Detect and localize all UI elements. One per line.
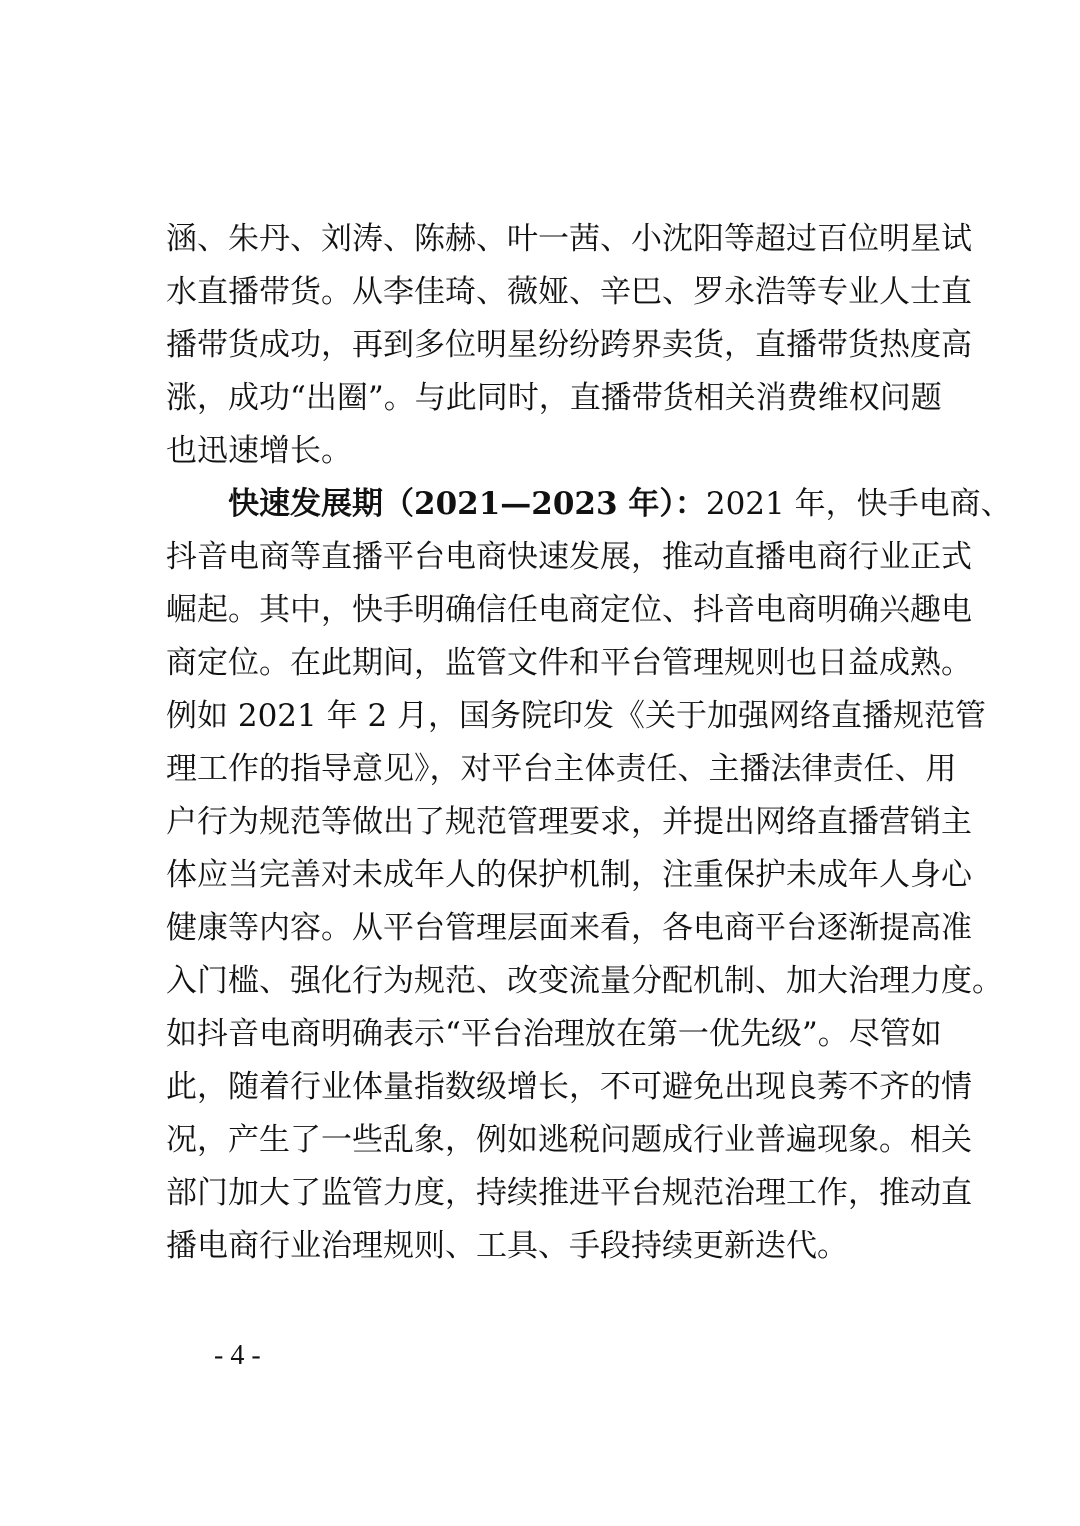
- text-line: 播带货成功，再到多位明星纷纷跨界卖货，直播带货热度高: [166, 327, 972, 363]
- text-line: 例如 2021 年 2 月，国务院印发《关于加强网络直播规范管: [166, 698, 987, 734]
- text-line: 部门加大了监管力度，持续推进平台规范治理工作，推动直: [166, 1175, 972, 1211]
- body-text: [166, 213, 1012, 1273]
- paragraph-1: [166, 213, 972, 478]
- text-line: 此，随着行业体量指数级增长，不可避免出现良莠不齐的情: [166, 1069, 972, 1105]
- text-line: 崛起。其中，快手明确信任电商定位、抖音电商明确兴趣电: [166, 592, 972, 628]
- text-line: 也迅速增长。: [166, 433, 352, 469]
- page-number: - 4 -: [214, 1340, 261, 1371]
- text-line: 体应当完善对未成年人的保护机制，注重保护未成年人身心: [166, 857, 972, 893]
- text-line: 涵、朱丹、刘涛、陈赫、叶一茜、小沈阳等超过百位明星试: [166, 221, 972, 257]
- text-line: 理工作的指导意见》，对平台主体责任、主播法律责任、用: [166, 751, 957, 787]
- text-line: 抖音电商等直播平台电商快速发展，推动直播电商行业正式: [166, 539, 972, 575]
- text-line: 况，产生了一些乱象，例如逃税问题成行业普遍现象。相关: [166, 1122, 972, 1158]
- paragraph-2: [166, 478, 1012, 1273]
- text-line: 水直播带货。从李佳琦、薇娅、辛巴、罗永浩等专业人士直: [166, 274, 972, 310]
- text-line: 户行为规范等做出了规范管理要求，并提出网络直播营销主: [166, 804, 972, 840]
- text-line: 播电商行业治理规则、工具、手段持续更新迭代。: [166, 1228, 848, 1264]
- text-line: 如抖音电商明确表示“平台治理放在第一优先级”。尽管如: [166, 1016, 942, 1052]
- text-line: 涨，成功“出圈”。与此同时，直播带货相关消费维权问题: [166, 380, 942, 416]
- text-span: 2021 年，快手电商、: [705, 486, 1012, 522]
- text-line: 健康等内容。从平台管理层面来看，各电商平台逐渐提高准: [166, 910, 972, 946]
- period-heading: 快速发展期（2021—2023 年）：: [228, 486, 706, 522]
- text-line: 商定位。在此期间，监管文件和平台管理规则也日益成熟。: [166, 645, 972, 681]
- paragraph-2-first-line: [166, 478, 1012, 531]
- text-line: 入门槛、强化行为规范、改变流量分配机制、加大治理力度。: [166, 963, 1003, 999]
